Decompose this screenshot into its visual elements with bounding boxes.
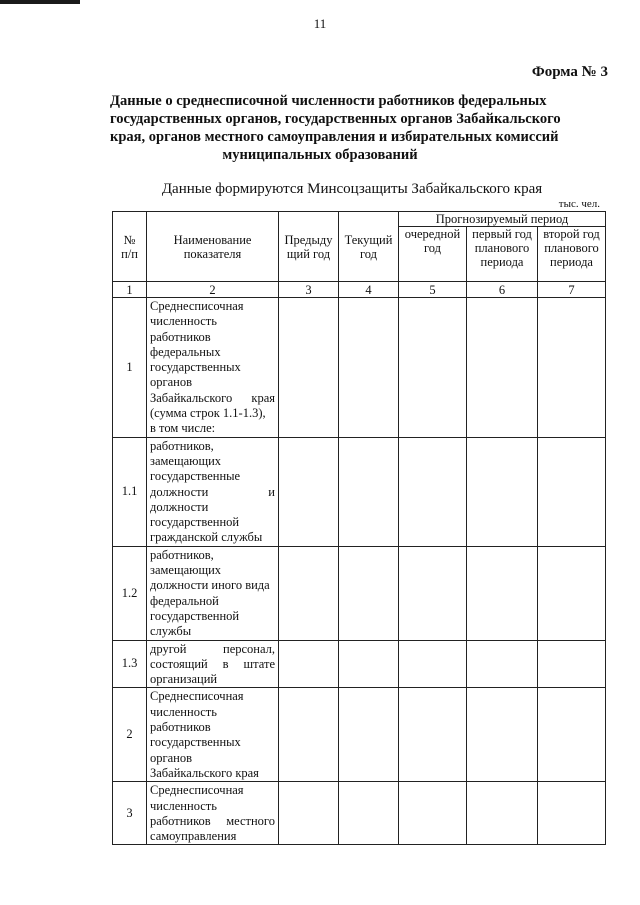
indicator-text-line	[150, 485, 275, 500]
table-row	[113, 298, 606, 438]
indicator-text-line: работников	[150, 329, 211, 344]
header-prev-year	[279, 212, 339, 282]
data-source-note: Данные формируются Минсоцзащиты Забайкальского края	[161, 181, 543, 197]
indicator-text-line: численность	[150, 798, 217, 813]
column-number: 7	[538, 282, 606, 298]
row-number: 1.3	[113, 640, 147, 688]
indicator-word: местного	[226, 813, 275, 828]
column-number-row	[113, 282, 606, 298]
value-cell	[339, 640, 399, 688]
indicator-text-line: государственных	[150, 360, 241, 375]
header-text: год	[423, 241, 442, 255]
indicator-word: Забайкальского	[150, 390, 233, 405]
heading-line: государственных органов, государственных органов Забайкальского	[110, 111, 561, 127]
indicator-text-line: замещающих	[150, 453, 222, 468]
indicator-word: штате	[243, 656, 275, 671]
value-cell	[538, 437, 606, 546]
row-number: 2	[113, 688, 147, 782]
indicator-text-line: государственных	[150, 735, 241, 750]
value-cell	[339, 688, 399, 782]
indicator-text-line: федеральных	[150, 344, 221, 359]
header-name	[147, 212, 279, 282]
value-cell	[467, 640, 538, 688]
value-cell	[467, 546, 538, 640]
column-number: 3	[279, 282, 339, 298]
header-text: первый год	[472, 227, 532, 241]
header-text: планового	[474, 241, 530, 255]
value-cell	[467, 782, 538, 845]
indicator-text-line: работников,	[150, 438, 214, 453]
value-cell	[279, 546, 339, 640]
value-cell	[279, 782, 339, 845]
indicator-text-line: государственной	[150, 515, 240, 530]
header-text: п/п	[121, 246, 138, 261]
value-cell	[467, 437, 538, 546]
value-cell	[339, 782, 399, 845]
indicator-word: другой	[150, 641, 187, 656]
value-cell	[538, 640, 606, 688]
indicator-text-line: Среднесписочная	[150, 783, 244, 798]
value-cell	[399, 437, 467, 546]
header-num	[113, 212, 147, 282]
column-number: 2	[147, 282, 279, 298]
indicator-text-line: федеральной	[150, 593, 219, 608]
value-cell	[399, 298, 467, 438]
header-text: Предыду	[284, 232, 333, 247]
column-number: 5	[399, 282, 467, 298]
value-cell	[279, 688, 339, 782]
heading-line: Данные о среднесписочной численности работников федеральных	[110, 93, 547, 109]
header-plan-year-2	[538, 227, 606, 282]
row-indicator-name	[147, 546, 279, 640]
value-cell	[399, 546, 467, 640]
indicator-word: работников	[150, 813, 211, 828]
header-text: щий год	[286, 246, 331, 261]
page-number: 11	[313, 16, 327, 31]
indicator-text-line: гражданской службы	[150, 530, 263, 545]
header-next-year	[399, 227, 467, 282]
header-text: год	[359, 246, 378, 261]
value-cell	[538, 782, 606, 845]
scan-edge-mark	[0, 0, 80, 4]
indicator-text-line: численность	[150, 314, 217, 329]
value-cell	[467, 688, 538, 782]
indicator-text-line: в том числе:	[150, 421, 216, 436]
units-label: тыс. чел.	[558, 198, 600, 210]
indicator-text-line: государственные	[150, 469, 241, 484]
table-row	[113, 437, 606, 546]
form-number: Форма № 3	[531, 64, 608, 80]
row-number: 1	[113, 298, 147, 438]
table-row	[113, 782, 606, 845]
row-indicator-name	[147, 437, 279, 546]
value-cell	[399, 688, 467, 782]
header-text: второй год	[543, 227, 600, 241]
value-cell	[279, 640, 339, 688]
indicator-text-line: организаций	[150, 672, 218, 687]
value-cell	[279, 298, 339, 438]
indicator-text-line: самоуправления	[150, 829, 237, 844]
indicator-text-line: государственной	[150, 608, 240, 623]
indicator-text-line: Среднесписочная	[150, 689, 244, 704]
value-cell	[467, 298, 538, 438]
indicator-text-line: органов	[150, 750, 193, 765]
row-number: 1.1	[113, 437, 147, 546]
indicator-text-line: Среднесписочная	[150, 299, 244, 313]
document-heading	[110, 92, 561, 164]
header-text: планового	[544, 241, 599, 255]
column-number: 6	[467, 282, 538, 298]
indicator-word: и	[268, 484, 275, 499]
header-plan-year-1	[467, 227, 538, 282]
row-number: 3	[113, 782, 147, 845]
value-cell	[339, 437, 399, 546]
column-number: 4	[339, 282, 399, 298]
indicator-text-line: работников	[150, 720, 211, 735]
value-cell	[538, 688, 606, 782]
header-text: очередной	[404, 227, 461, 241]
table-row	[113, 640, 606, 688]
indicator-text-line: должности иного вида	[150, 578, 270, 593]
indicator-text-line: численность	[150, 704, 217, 719]
indicator-text-line	[150, 391, 275, 406]
indicator-text-line: органов	[150, 375, 193, 390]
indicator-word: края	[251, 390, 275, 405]
indicator-text-line	[150, 814, 275, 829]
row-indicator-name	[147, 782, 279, 845]
indicator-text-line	[150, 657, 275, 672]
row-indicator-name	[147, 640, 279, 688]
indicator-text-line: работников,	[150, 547, 214, 562]
column-number: 1	[113, 282, 147, 298]
header-text: Текущий	[344, 232, 393, 247]
value-cell	[339, 298, 399, 438]
value-cell	[538, 546, 606, 640]
header-text: Наименование	[173, 232, 252, 247]
header-text: №	[123, 232, 136, 247]
indicator-word: должности	[150, 484, 209, 499]
row-number: 1.2	[113, 546, 147, 640]
row-indicator-name	[147, 298, 279, 438]
indicator-text-line: (сумма строк 1.1-1.3),	[150, 406, 266, 421]
data-table	[112, 211, 606, 845]
indicator-text-line: службы	[150, 624, 192, 639]
indicator-word: состоящий	[150, 656, 208, 671]
value-cell	[279, 437, 339, 546]
indicator-word: персонал,	[223, 641, 275, 656]
heading-line: края, органов местного самоуправления и избирательных комиссий	[110, 129, 559, 145]
indicator-text-line: замещающих	[150, 563, 222, 578]
header-forecast-group: Прогнозируемый период	[399, 212, 606, 227]
header-text: показателя	[183, 246, 242, 261]
indicator-text-line: должности	[150, 499, 209, 514]
table-row	[113, 546, 606, 640]
header-text: периода	[480, 255, 524, 269]
header-current-year	[339, 212, 399, 282]
indicator-text-line	[150, 642, 275, 657]
header-text: периода	[550, 255, 593, 269]
indicator-text-line: Забайкальского края	[150, 765, 259, 780]
table-row	[113, 688, 606, 782]
row-indicator-name	[147, 688, 279, 782]
table-body	[113, 298, 606, 845]
value-cell	[339, 546, 399, 640]
value-cell	[538, 298, 606, 438]
indicator-word: в	[222, 656, 229, 671]
value-cell	[399, 640, 467, 688]
value-cell	[399, 782, 467, 845]
heading-line: муниципальных образований	[222, 147, 418, 163]
